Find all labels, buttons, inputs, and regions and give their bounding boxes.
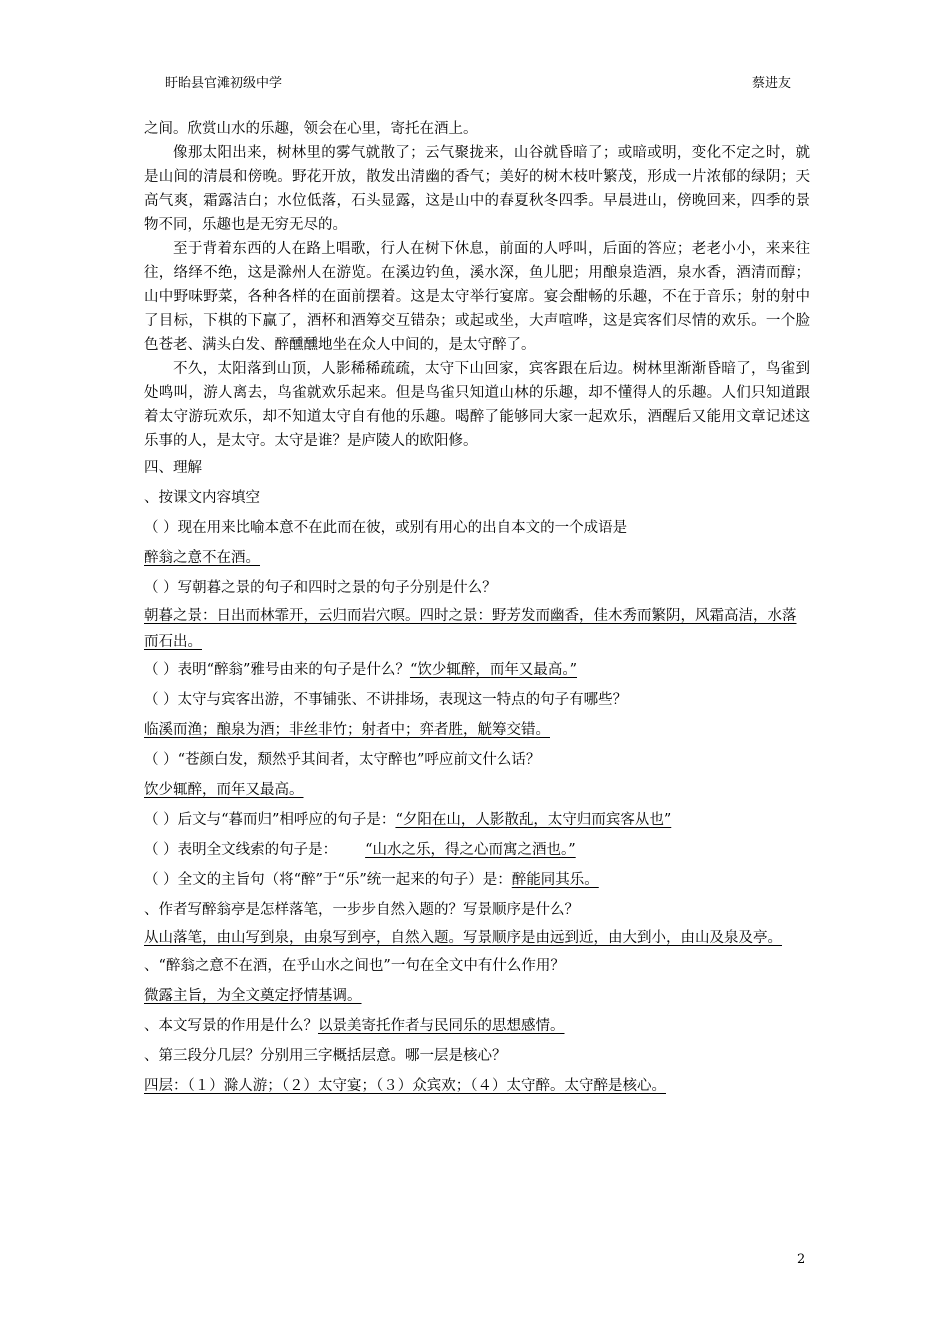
question: 、第三段分几层？分别用三字概括层意。哪一层是核心？ bbox=[144, 1048, 507, 1064]
question: （ ）写朝暮之景的句子和四时之景的句子分别是什么？ bbox=[144, 580, 497, 596]
answer bbox=[144, 775, 810, 805]
question bbox=[144, 865, 810, 895]
answer bbox=[144, 543, 810, 573]
header-author: 蔡进友 bbox=[751, 76, 791, 91]
question-text: （ ）表明“醉翁”雅号由来的句子是什么？ bbox=[144, 662, 410, 678]
question bbox=[144, 1011, 810, 1041]
question-text: 、本文写景的作用是什么？ bbox=[144, 1018, 318, 1034]
translation-paragraph: 至于背着东西的人在路上唱歌，行人在树下休息，前面的人呼叫，后面的答应；老老小小，来来往往，络绎不绝，这是滁州人在游览。在溪边钓鱼，溪水深，鱼儿肥；用酿泉造酒，泉水香，酒清而醇；山中野味野菜，各种各样的在面前摆着。这是太守举行宴席。宴会酣畅的乐趣，不在于音乐；射的射中了目标，下棋的下赢了，酒杯和酒筹交互错杂；或起或坐，大声喧哗，这是宾客们尽情的欢乐。一个脸色苍老、满头白发、醉醺醺地坐在众人中间的，是太守醉了。 bbox=[144, 241, 810, 353]
question: 、“醉翁之意不在酒，在乎山水之间也”一句在全文中有什么作用？ bbox=[144, 958, 565, 974]
question bbox=[144, 655, 810, 685]
answer-text: 从山落笔，由山写到泉，由泉写到亭，自然入题。写景顺序是由远到近，由大到小，由山及泉及亭。 bbox=[144, 930, 782, 946]
answer-text: 醉翁之意不在酒。 bbox=[144, 550, 260, 566]
question: （ ）“苍颜白发，颓然乎其间者，太守醉也”呼应前文什么话？ bbox=[144, 752, 541, 768]
question: （ ）太守与宾客出游，不事铺张、不讲排场，表现这一特点的句子有哪些？ bbox=[144, 692, 628, 708]
answer-text: “饮少辄醉，而年又最高。” bbox=[409, 662, 578, 678]
answer-text: 临溪而渔；酿泉为酒；非丝非竹；射者中；弈者胜，觥筹交错。 bbox=[144, 722, 550, 738]
question-text: （ ）全文的主旨句（将“醉”于“乐”统一起来的句子）是： bbox=[144, 872, 512, 888]
answer-text: 以景美寄托作者与民同乐的思想感情。 bbox=[318, 1018, 565, 1034]
answer bbox=[144, 1071, 810, 1101]
answer bbox=[144, 981, 810, 1011]
translation-paragraph: 不久，太阳落到山顶，人影稀稀疏疏，太守下山回家，宾客跟在后边。树林里渐渐昏暗了，鸟雀到处鸣叫，游人离去，鸟雀就欢乐起来。但是鸟雀只知道山林的乐趣，却不懂得人的乐趣。人们只知道跟着太守游玩欢乐，却不知道太守自有他的乐趣。喝醉了能够同大家一起欢乐，酒醒后又能用文章记述这乐事的人，是太守。太守是谁？是庐陵人的欧阳修。 bbox=[144, 361, 810, 449]
translation-paragraph: 像那太阳出来，树林里的雾气就散了；云气聚拢来，山谷就昏暗了；或暗或明，变化不定之时，就是山间的清晨和傍晚。野花开放，散发出清幽的香气；美好的树木枝叶繁茂，形成一片浓郁的绿阴；天高气爽，霜露洁白；水位低落，石头显露，这是山中的春夏秋冬四季。早晨进山，傍晚回来，四季的景物不同，乐趣也是无穷无尽的。 bbox=[144, 145, 810, 233]
section-title: 四、理解 bbox=[144, 460, 202, 476]
header-school: 盱眙县官滩初级中学 bbox=[165, 76, 283, 91]
question-text: （ ）表明全文线索的句子是： bbox=[144, 842, 338, 858]
answer-text: “夕阳在山，人影散乱，太守归而宾客从也” bbox=[395, 812, 672, 828]
question: （ ）现在用来比喻本意不在此而在彼，或别有用心的出自本文的一个成语是 bbox=[144, 520, 628, 536]
question bbox=[144, 835, 810, 865]
answer-text: 朝暮之景：日出而林霏开，云归而岩穴暝。四时之景：野芳发而幽香，佳木秀而繁阴，风霜高洁，水落而石出。 bbox=[144, 608, 797, 650]
answer-text: 四层：（１）滁人游；（２）太守宴；（３）众宾欢；（４）太守醉。太守醉是核心。 bbox=[144, 1078, 666, 1094]
question bbox=[144, 805, 810, 835]
answer-text: 微露主旨，为全文奠定抒情基调。 bbox=[144, 988, 362, 1004]
answer-text: 饮少辄醉，而年又最高。 bbox=[144, 782, 304, 798]
question: 、作者写醉翁亭是怎样落笔，一步步自然入题的？写景顺序是什么？ bbox=[144, 902, 579, 918]
translation-paragraph: 之间。欣赏山水的乐趣，领会在心里，寄托在酒上。 bbox=[144, 121, 478, 137]
question-text: （ ）后文与“暮而归”相呼应的句子是： bbox=[144, 812, 396, 828]
document-body bbox=[144, 117, 810, 1101]
answer bbox=[144, 715, 810, 745]
question-heading: 、按课文内容填空 bbox=[144, 490, 260, 506]
answer-text: “山水之乐，得之心而寓之酒也。” bbox=[365, 842, 576, 858]
page-number: 2 bbox=[797, 1252, 806, 1267]
answer-text: 醉能同其乐。 bbox=[511, 872, 599, 888]
